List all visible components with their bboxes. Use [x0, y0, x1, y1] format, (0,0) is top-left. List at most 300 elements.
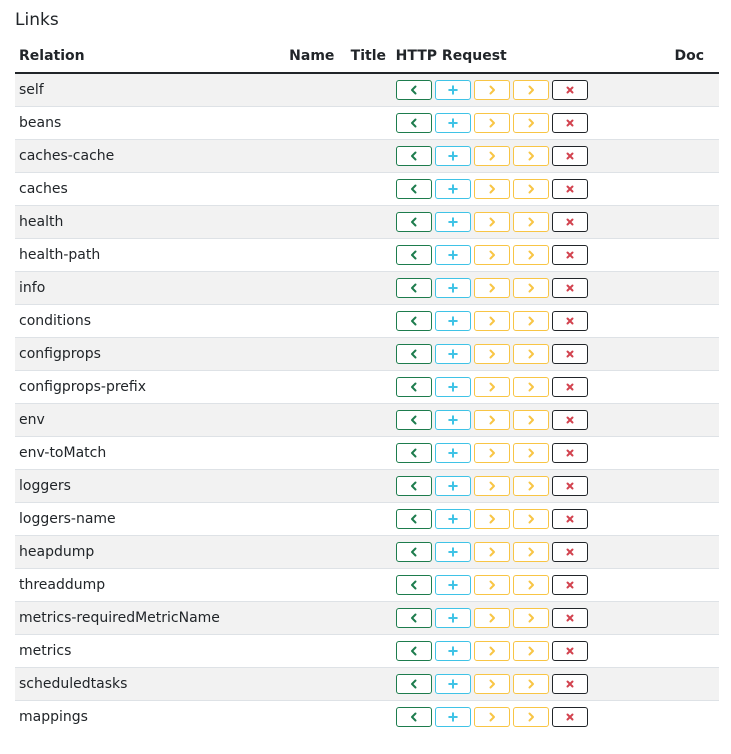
name-cell: [281, 635, 343, 668]
doc-cell: [628, 503, 719, 536]
close-icon: [565, 85, 575, 95]
http-request-buttons: [396, 443, 628, 463]
title-cell: [343, 668, 394, 701]
http-request-buttons: [396, 674, 628, 694]
get-button[interactable]: [396, 212, 432, 232]
chevron-right-icon: [526, 415, 536, 425]
name-cell: [281, 536, 343, 569]
http-request-header: HTTP Request: [394, 40, 628, 73]
chevron-right-icon: [487, 712, 497, 722]
plus-icon: [448, 448, 458, 458]
table-row: [15, 73, 719, 107]
patch-button[interactable]: [513, 278, 549, 298]
chevron-left-icon: [409, 547, 419, 557]
title-cell: [343, 371, 394, 404]
post-button[interactable]: [435, 575, 471, 595]
patch-button[interactable]: [513, 509, 549, 529]
put-button[interactable]: [474, 80, 510, 100]
name-header: Name: [281, 40, 343, 73]
get-button[interactable]: [396, 542, 432, 562]
get-button[interactable]: [396, 245, 432, 265]
http-request-cell: [394, 173, 628, 206]
delete-button[interactable]: [552, 674, 588, 694]
plus-icon: [448, 349, 458, 359]
relation-cell: info: [15, 272, 281, 305]
delete-button[interactable]: [552, 377, 588, 397]
chevron-left-icon: [409, 184, 419, 194]
patch-button[interactable]: [513, 641, 549, 661]
chevron-left-icon: [409, 712, 419, 722]
chevron-left-icon: [409, 349, 419, 359]
get-button[interactable]: [396, 674, 432, 694]
name-cell: [281, 206, 343, 239]
post-button[interactable]: [435, 476, 471, 496]
put-button[interactable]: [474, 641, 510, 661]
chevron-left-icon: [409, 613, 419, 623]
chevron-right-icon: [526, 547, 536, 557]
chevron-right-icon: [526, 151, 536, 161]
patch-button[interactable]: [513, 311, 549, 331]
chevron-right-icon: [526, 580, 536, 590]
title-cell: [343, 338, 394, 371]
close-icon: [565, 250, 575, 260]
plus-icon: [448, 118, 458, 128]
get-button[interactable]: [396, 509, 432, 529]
chevron-right-icon: [526, 250, 536, 260]
http-request-cell: [394, 305, 628, 338]
plus-icon: [448, 85, 458, 95]
close-icon: [565, 316, 575, 326]
delete-button[interactable]: [552, 80, 588, 100]
doc-cell: [628, 635, 719, 668]
chevron-left-icon: [409, 481, 419, 491]
chevron-left-icon: [409, 283, 419, 293]
chevron-left-icon: [409, 316, 419, 326]
http-request-cell: [394, 437, 628, 470]
table-row: [15, 503, 719, 536]
close-icon: [565, 217, 575, 227]
relation-cell: beans: [15, 107, 281, 140]
plus-icon: [448, 217, 458, 227]
delete-button[interactable]: [552, 179, 588, 199]
chevron-right-icon: [487, 349, 497, 359]
post-button[interactable]: [435, 80, 471, 100]
post-button[interactable]: [435, 146, 471, 166]
http-request-cell: [394, 701, 628, 734]
title-header: Title: [343, 40, 394, 73]
delete-button[interactable]: [552, 542, 588, 562]
put-button[interactable]: [474, 113, 510, 133]
close-icon: [565, 646, 575, 656]
http-request-cell: [394, 470, 628, 503]
title-cell: [343, 437, 394, 470]
delete-button[interactable]: [552, 575, 588, 595]
chevron-left-icon: [409, 514, 419, 524]
put-button[interactable]: [474, 212, 510, 232]
title-cell: [343, 602, 394, 635]
chevron-right-icon: [487, 547, 497, 557]
plus-icon: [448, 382, 458, 392]
table-row: [15, 173, 719, 206]
delete-button[interactable]: [552, 245, 588, 265]
relation-cell: scheduledtasks: [15, 668, 281, 701]
http-request-cell: [394, 140, 628, 173]
title-cell: [343, 239, 394, 272]
name-cell: [281, 73, 343, 107]
get-button[interactable]: [396, 707, 432, 727]
http-request-buttons: [396, 344, 628, 364]
doc-cell: [628, 239, 719, 272]
chevron-right-icon: [526, 514, 536, 524]
doc-cell: [628, 668, 719, 701]
table-row: [15, 635, 719, 668]
delete-button[interactable]: [552, 641, 588, 661]
chevron-left-icon: [409, 382, 419, 392]
put-button[interactable]: [474, 443, 510, 463]
plus-icon: [448, 283, 458, 293]
put-button[interactable]: [474, 608, 510, 628]
table-row: [15, 470, 719, 503]
relation-cell: caches-cache: [15, 140, 281, 173]
get-button[interactable]: [396, 113, 432, 133]
chevron-right-icon: [487, 613, 497, 623]
title-cell: [343, 173, 394, 206]
delete-button[interactable]: [552, 608, 588, 628]
put-button[interactable]: [474, 146, 510, 166]
chevron-left-icon: [409, 151, 419, 161]
chevron-left-icon: [409, 580, 419, 590]
name-cell: [281, 272, 343, 305]
patch-button[interactable]: [513, 575, 549, 595]
put-button[interactable]: [474, 575, 510, 595]
chevron-right-icon: [487, 217, 497, 227]
chevron-right-icon: [526, 283, 536, 293]
title-cell: [343, 107, 394, 140]
patch-button[interactable]: [513, 542, 549, 562]
post-button[interactable]: [435, 377, 471, 397]
relation-cell: heapdump: [15, 536, 281, 569]
chevron-right-icon: [526, 349, 536, 359]
chevron-right-icon: [487, 151, 497, 161]
get-button[interactable]: [396, 443, 432, 463]
title-cell: [343, 470, 394, 503]
get-button[interactable]: [396, 179, 432, 199]
close-icon: [565, 415, 575, 425]
name-cell: [281, 338, 343, 371]
plus-icon: [448, 514, 458, 524]
put-button[interactable]: [474, 344, 510, 364]
title-cell: [343, 503, 394, 536]
name-cell: [281, 503, 343, 536]
patch-button[interactable]: [513, 674, 549, 694]
name-cell: [281, 602, 343, 635]
patch-button[interactable]: [513, 410, 549, 430]
doc-cell: [628, 338, 719, 371]
relation-cell: self: [19, 82, 44, 98]
table-row: [15, 107, 719, 140]
title-cell: [343, 140, 394, 173]
post-button[interactable]: [435, 509, 471, 529]
delete-button[interactable]: [552, 212, 588, 232]
patch-button[interactable]: [513, 443, 549, 463]
post-button[interactable]: [435, 113, 471, 133]
chevron-right-icon: [526, 481, 536, 491]
relation-cell: health: [15, 206, 281, 239]
post-button[interactable]: [435, 674, 471, 694]
post-button[interactable]: [435, 608, 471, 628]
get-button[interactable]: [396, 410, 432, 430]
name-cell: [281, 173, 343, 206]
plus-icon: [448, 184, 458, 194]
chevron-right-icon: [526, 316, 536, 326]
title-cell: [343, 536, 394, 569]
patch-button[interactable]: [513, 707, 549, 727]
chevron-right-icon: [487, 85, 497, 95]
get-button[interactable]: [396, 641, 432, 661]
relation-header: Relation: [15, 40, 281, 73]
close-icon: [565, 514, 575, 524]
table-row: [15, 536, 719, 569]
relation-cell: mappings: [15, 701, 281, 734]
patch-button[interactable]: [513, 146, 549, 166]
close-icon: [565, 547, 575, 557]
title-cell: [343, 272, 394, 305]
close-icon: [565, 118, 575, 128]
name-cell: [281, 140, 343, 173]
chevron-right-icon: [487, 184, 497, 194]
chevron-right-icon: [526, 184, 536, 194]
post-button[interactable]: [435, 278, 471, 298]
page-title: Links: [15, 10, 59, 30]
patch-button[interactable]: [513, 476, 549, 496]
put-button[interactable]: [474, 707, 510, 727]
put-button[interactable]: [474, 410, 510, 430]
links-table-header: [15, 40, 719, 73]
http-request-cell: [394, 668, 628, 701]
title-cell: [343, 569, 394, 602]
http-request-buttons: [396, 575, 628, 595]
patch-button[interactable]: [513, 608, 549, 628]
table-row: [15, 668, 719, 701]
delete-button[interactable]: [552, 476, 588, 496]
close-icon: [565, 349, 575, 359]
title-cell: [343, 305, 394, 338]
patch-button[interactable]: [513, 80, 549, 100]
http-request-buttons: [396, 377, 628, 397]
chevron-right-icon: [487, 415, 497, 425]
plus-icon: [448, 646, 458, 656]
post-button[interactable]: [435, 641, 471, 661]
put-button[interactable]: [474, 509, 510, 529]
get-button[interactable]: [396, 311, 432, 331]
close-icon: [565, 184, 575, 194]
doc-cell: [628, 272, 719, 305]
delete-button[interactable]: [552, 443, 588, 463]
patch-button[interactable]: [513, 344, 549, 364]
relation-cell: env: [15, 404, 281, 437]
plus-icon: [448, 712, 458, 722]
chevron-left-icon: [409, 250, 419, 260]
http-request-buttons: [396, 245, 628, 265]
put-button[interactable]: [474, 674, 510, 694]
doc-cell: [628, 536, 719, 569]
get-button[interactable]: [396, 377, 432, 397]
put-button[interactable]: [474, 476, 510, 496]
close-icon: [565, 712, 575, 722]
plus-icon: [448, 481, 458, 491]
name-cell: [281, 437, 343, 470]
post-button[interactable]: [435, 311, 471, 331]
chevron-right-icon: [487, 250, 497, 260]
close-icon: [565, 151, 575, 161]
post-button[interactable]: [435, 410, 471, 430]
chevron-right-icon: [526, 85, 536, 95]
table-row: [15, 140, 719, 173]
patch-button[interactable]: [513, 245, 549, 265]
patch-button[interactable]: [513, 212, 549, 232]
http-request-buttons: [396, 80, 628, 100]
patch-button[interactable]: [513, 179, 549, 199]
name-cell: [281, 107, 343, 140]
table-row: [15, 305, 719, 338]
post-button[interactable]: [435, 542, 471, 562]
close-icon: [565, 580, 575, 590]
put-button[interactable]: [474, 311, 510, 331]
put-button[interactable]: [474, 179, 510, 199]
close-icon: [565, 283, 575, 293]
put-button[interactable]: [474, 278, 510, 298]
doc-cell: [628, 602, 719, 635]
links-table: [15, 40, 719, 733]
chevron-right-icon: [487, 316, 497, 326]
doc-cell: [628, 173, 719, 206]
name-cell: [281, 701, 343, 734]
relation-cell: threaddump: [15, 569, 281, 602]
name-cell: [281, 668, 343, 701]
chevron-left-icon: [409, 118, 419, 128]
delete-button[interactable]: [552, 113, 588, 133]
http-request-buttons: [396, 212, 628, 232]
name-cell: [281, 305, 343, 338]
relation-cell: env-toMatch: [15, 437, 281, 470]
chevron-right-icon: [487, 679, 497, 689]
chevron-right-icon: [487, 514, 497, 524]
chevron-right-icon: [526, 448, 536, 458]
post-button[interactable]: [435, 179, 471, 199]
doc-cell: [628, 569, 719, 602]
http-request-buttons: [396, 311, 628, 331]
relation-cell: metrics-requiredMetricName: [15, 602, 281, 635]
doc-cell: [628, 701, 719, 734]
doc-cell: [628, 107, 719, 140]
patch-button[interactable]: [513, 113, 549, 133]
patch-button[interactable]: [513, 377, 549, 397]
http-request-cell: [394, 503, 628, 536]
put-button[interactable]: [474, 377, 510, 397]
http-request-cell: [394, 602, 628, 635]
chevron-right-icon: [526, 712, 536, 722]
title-cell: [343, 206, 394, 239]
put-button[interactable]: [474, 245, 510, 265]
get-button[interactable]: [396, 476, 432, 496]
relation-cell: health-path: [15, 239, 281, 272]
get-button[interactable]: [396, 80, 432, 100]
http-request-buttons: [396, 641, 628, 661]
http-request-buttons: [396, 146, 628, 166]
relation-cell: caches: [15, 173, 281, 206]
get-button[interactable]: [396, 575, 432, 595]
http-request-buttons: [396, 707, 628, 727]
title-cell: [343, 701, 394, 734]
chevron-right-icon: [487, 382, 497, 392]
http-request-buttons: [396, 608, 628, 628]
delete-button[interactable]: [552, 146, 588, 166]
post-button[interactable]: [435, 245, 471, 265]
doc-cell: [628, 206, 719, 239]
chevron-right-icon: [487, 646, 497, 656]
close-icon: [565, 448, 575, 458]
get-button[interactable]: [396, 146, 432, 166]
chevron-right-icon: [526, 679, 536, 689]
chevron-left-icon: [409, 448, 419, 458]
http-request-cell: [394, 206, 628, 239]
chevron-right-icon: [487, 283, 497, 293]
table-row: [15, 371, 719, 404]
post-button[interactable]: [435, 212, 471, 232]
doc-cell: [628, 140, 719, 173]
post-button[interactable]: [435, 443, 471, 463]
chevron-right-icon: [487, 118, 497, 128]
http-request-cell: [394, 107, 628, 140]
http-request-cell: [394, 272, 628, 305]
table-row: [15, 338, 719, 371]
doc-header: Doc: [628, 40, 719, 73]
get-button[interactable]: [396, 344, 432, 364]
title-cell: [343, 73, 394, 107]
get-button[interactable]: [396, 278, 432, 298]
name-cell: [281, 371, 343, 404]
http-request-buttons: [396, 113, 628, 133]
delete-button[interactable]: [552, 344, 588, 364]
plus-icon: [448, 151, 458, 161]
delete-button[interactable]: [552, 410, 588, 430]
plus-icon: [448, 679, 458, 689]
table-row: [15, 206, 719, 239]
plus-icon: [448, 613, 458, 623]
http-request-cell: [394, 536, 628, 569]
close-icon: [565, 481, 575, 491]
title-cell: [343, 635, 394, 668]
chevron-left-icon: [409, 646, 419, 656]
chevron-left-icon: [409, 85, 419, 95]
chevron-right-icon: [487, 580, 497, 590]
doc-cell: [628, 404, 719, 437]
http-request-cell: [394, 635, 628, 668]
put-button[interactable]: [474, 542, 510, 562]
delete-button[interactable]: [552, 707, 588, 727]
doc-cell: [628, 73, 719, 107]
post-button[interactable]: [435, 344, 471, 364]
delete-button[interactable]: [552, 311, 588, 331]
get-button[interactable]: [396, 608, 432, 628]
plus-icon: [448, 250, 458, 260]
post-button[interactable]: [435, 707, 471, 727]
http-request-cell: [394, 73, 628, 107]
relation-cell: configprops: [15, 338, 281, 371]
delete-button[interactable]: [552, 509, 588, 529]
delete-button[interactable]: [552, 278, 588, 298]
table-row: [15, 602, 719, 635]
